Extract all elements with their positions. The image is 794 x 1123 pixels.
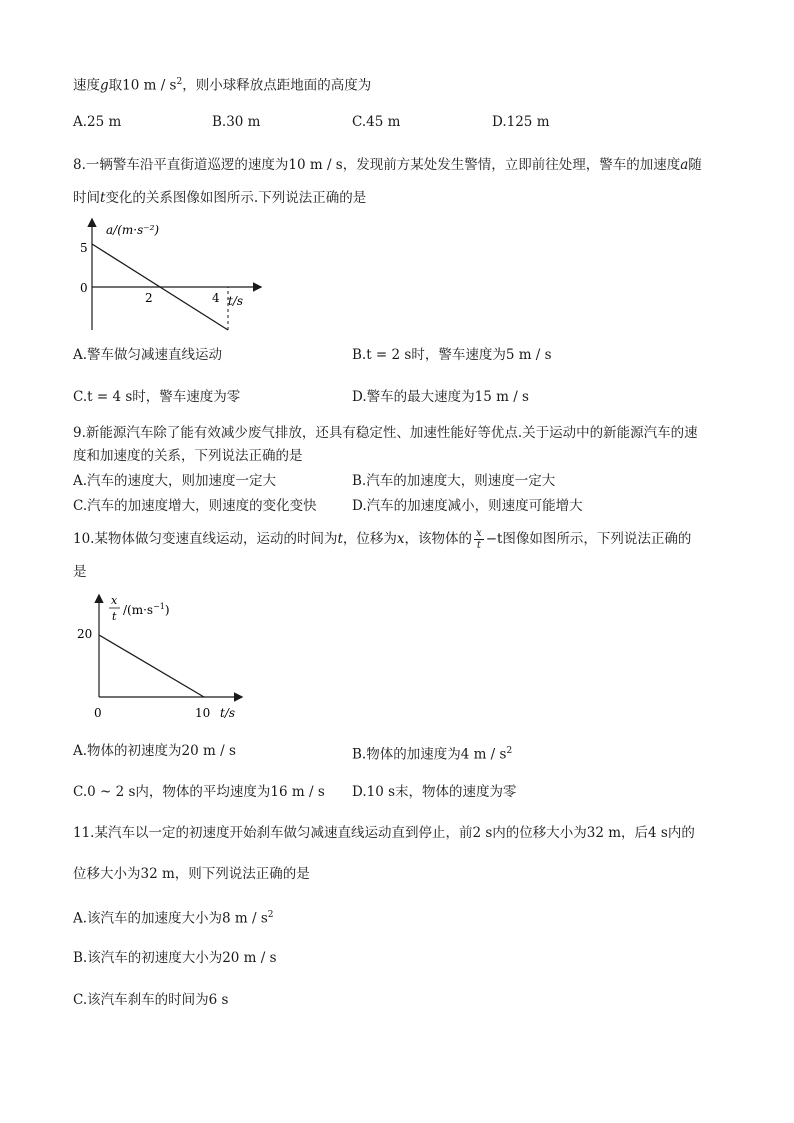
- y-axis-label: a/(m·s⁻²): [106, 223, 160, 237]
- x-tick-2: 2: [145, 291, 153, 305]
- q11-stem-line2: 位移大小为32 m，则下列说法正确的是: [73, 866, 310, 882]
- q11-option-a: A.该汽车的加速度大小为8 m / $s^2$: [73, 910, 274, 927]
- y-axis-fraction-denominator: t: [112, 610, 117, 623]
- q9-stem-line1: 9.新能源汽车除了能有效减少废气排放，还具有稳定性、加速性能好等优点.关于运动中的新能源汽车的速: [73, 425, 698, 441]
- y-tick-5: 5: [80, 241, 88, 255]
- x-axis-label: t/s: [220, 706, 236, 720]
- q9-stem-line2: 度和加速度的关系，下列说法正确的是: [73, 448, 303, 464]
- q7-stem: 速度g取10 m / $s^2$，则小球释放点距地面的高度为: [73, 77, 372, 94]
- q7-option-b: B.30 m: [212, 114, 261, 130]
- x-tick-4: 4: [212, 291, 220, 305]
- q9-option-a: A.汽车的速度大，则加速度一定大: [73, 473, 277, 489]
- q10-option-c: C.0 ~ 2 s内，物体的平均速度为16 m / s: [73, 784, 325, 800]
- q9-option-d: D.汽车的加速度减小，则速度可能增大: [352, 498, 583, 514]
- q8-option-d: D.警车的最大速度为15 m / s: [352, 389, 529, 405]
- x-axis-label: t/s: [228, 294, 244, 308]
- x-tick-10: 10: [195, 706, 211, 720]
- q7-option-a: A.25 m: [73, 114, 122, 130]
- y-axis-unit: $/(m\cdot s^{-1})$: [123, 602, 170, 617]
- q7-option-c: C.45 m: [352, 114, 401, 130]
- x-over-t-time-graph: [75, 590, 255, 725]
- y-axis-fraction-numerator: x: [111, 594, 118, 607]
- q10-option-b: B.物体的加速度为4 m / $s^2$: [352, 746, 513, 763]
- q9-option-c: C.汽车的加速度增大，则速度的变化变快: [73, 498, 317, 514]
- q10-stem-line1: 10.某物体做匀变速直线运动，运动的时间为t，位移为x，该物体的 $\frac{x}{t}$ −t图像如图所示，下列说法正确的: [73, 528, 692, 551]
- acceleration-time-graph: [70, 212, 270, 337]
- q11-stem-line1: 11.某汽车以一定的初速度开始刹车做匀减速直线运动直到停止，前2 s内的位移大小为32 m，后4 s内的: [73, 825, 695, 841]
- q11-option-c: C.该汽车刹车的时间为6 s: [73, 992, 229, 1008]
- y-tick-20: 20: [77, 627, 93, 641]
- q8-option-b: B.t = 2 s时，警车速度为5 m / s: [352, 347, 552, 363]
- q8-stem-line2: 时间t变化的关系图像如图所示.下列说法正确的是: [73, 190, 367, 206]
- q10-option-a: A.物体的初速度为20 m / s: [73, 743, 236, 759]
- origin-label: 0: [80, 281, 88, 295]
- q7-option-d: D.125 m: [492, 114, 550, 130]
- q8-stem-line1: 8.一辆警车沿平直街道巡逻的速度为10 m / s，发现前方某处发生警情，立即前往处理，警车的加速度a随: [73, 157, 702, 173]
- x-over-t-fraction: $\frac{x}{t}$: [476, 528, 482, 551]
- q9-option-b: B.汽车的加速度大，则速度一定大: [352, 473, 556, 489]
- q10-option-d: D.10 s末，物体的速度为零: [352, 784, 517, 800]
- x-over-t-line: [99, 635, 204, 697]
- q11-option-b: B.该汽车的初速度大小为20 m / s: [73, 950, 277, 966]
- q8-option-a: A.警车做匀减速直线运动: [73, 347, 223, 363]
- g-variable: g: [100, 77, 109, 94]
- q8-option-c: C.t = 4 s时，警车速度为零: [73, 389, 241, 405]
- q10-stem-line2: 是: [73, 564, 87, 580]
- origin-label: 0: [94, 706, 102, 720]
